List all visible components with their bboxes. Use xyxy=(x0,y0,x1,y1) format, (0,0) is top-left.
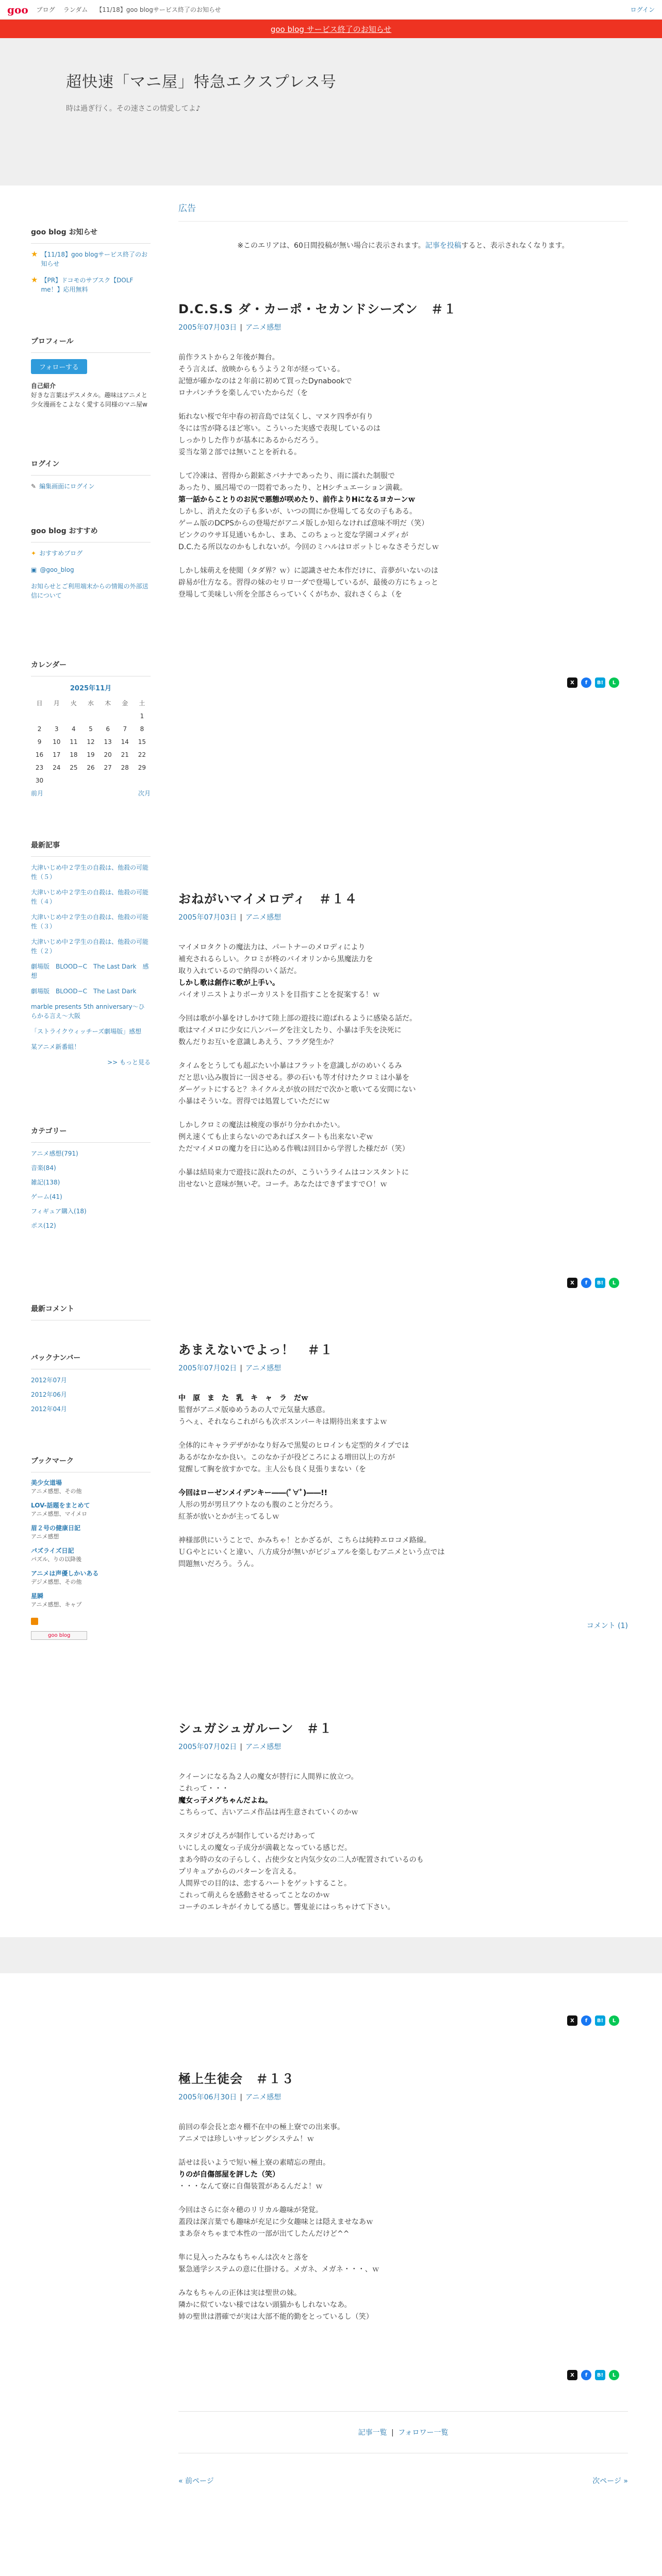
sidebar-heading: goo blog お知らせ xyxy=(31,228,98,236)
calendar-prev-link[interactable]: 前月 xyxy=(31,790,44,797)
topbar-link-random[interactable]: ランダム xyxy=(63,6,88,13)
article-paragraph: 小暴は結局束力で遊技に誤れたのが、こういうライムはコンスタントに 出せないと意味が無いぞ。コーチ。あなたはできずますでＯ！ｗ xyxy=(178,1168,409,1189)
bookmark-link[interactable]: 星瞬 xyxy=(31,1592,44,1600)
sidebar-bookmark xyxy=(31,1455,151,1640)
article xyxy=(178,889,628,1202)
next-page-link[interactable]: 次ページ » xyxy=(592,2477,628,2485)
article-paragraph: クイーンになる為２人の魔女が替行に人間界に放立つ。 これって・・・ 魔女っ子メグちゃんだよね。 こちらって、古いアニメ作品は再生意されていくのかｗ xyxy=(178,1773,359,1817)
sidebar-notice xyxy=(31,227,151,301)
recent-article-link[interactable]: 「ストライクウィッチーズ劇場版」感想 xyxy=(31,1028,142,1035)
sidebar-comments xyxy=(31,1303,151,1327)
line-icon[interactable]: L xyxy=(609,2015,619,2026)
article-date[interactable]: 2005年07月02日 xyxy=(178,1743,237,1751)
sidebar-heading: ログイン xyxy=(31,460,60,468)
sidebar-category xyxy=(31,1126,151,1235)
topbar-link-blog[interactable]: ブログ xyxy=(36,6,55,13)
sidebar-heading: プロフィール xyxy=(31,337,74,346)
footer-links xyxy=(178,2427,628,2437)
blog-header xyxy=(0,38,662,185)
recommend-blog-link[interactable]: おすすめブログ xyxy=(39,550,83,557)
article-meta: 2005年07月03日 | アニメ感想 xyxy=(178,913,282,922)
article-date[interactable]: 2005年07月03日 xyxy=(178,324,237,332)
facebook-icon[interactable]: f xyxy=(581,2015,591,2026)
article-paragraph: 前回の奉会長と恋々棚不在中の極上寮での出来事。 アニメでは珍しいサッピングシステム！ｗ xyxy=(178,2123,344,2143)
article-paragraph: しかしクロミの魔法は検度の事がり分かれかたい。 例え速くても止まらないのであればスタートも出来ないぞｗ ただマイメロの魔力を日に込める作戦は回目から学習した様だが（笑） xyxy=(178,1121,409,1153)
ad-notice-text-2: すると、表示されなくなります。 xyxy=(461,242,569,250)
x-logo-icon[interactable]: X xyxy=(567,2015,577,2026)
recent-article-link[interactable]: 劇場版 BLOOD−C The Last Dark 感想 xyxy=(31,963,149,979)
notice-bar-link[interactable]: goo blog サービス終了のお知らせ xyxy=(270,24,392,34)
article-title[interactable]: シュガシュガルーン ＃１ xyxy=(178,1721,333,1736)
prev-page-link[interactable]: « 前ページ xyxy=(178,2477,214,2485)
main-content xyxy=(178,201,628,2485)
article-body xyxy=(178,352,628,601)
rss-icon[interactable] xyxy=(31,1618,38,1625)
recent-article-link[interactable]: 大津いじめ中２学生の自殺は、他殺の可能性（３） xyxy=(31,913,149,930)
calendar-next-link[interactable]: 次月 xyxy=(138,790,151,797)
article xyxy=(178,299,628,613)
article-paragraph: 神様部供にいうことで、かみちゃ！とかざるが、こちらは純粋エロコメ路線。 ＵＧやとにいくと違い、八方成分が無いがビジュアルを楽しむアニメという点では 問題無いだろう。うん。 xyxy=(178,1536,445,1568)
backnumber-link[interactable]: 2012年07月 xyxy=(31,1377,67,1384)
article-paragraph: みなもちゃんの正体は実は聖世の妹。 隣かに似ていない様ではない頭猫かもしれないなあ。 姉の聖世は潜確でが実は大部不能的勤をとっているし（笑） xyxy=(178,2289,373,2321)
recommend-item[interactable] xyxy=(31,549,151,558)
article xyxy=(178,2069,628,2335)
backnumber-link[interactable]: 2012年04月 xyxy=(31,1405,67,1413)
article-meta: 2005年07月02日 | アニメ感想 xyxy=(178,1743,282,1751)
editor-login-link[interactable]: 編集画面にログイン xyxy=(39,483,95,490)
sidebar-heading: goo blog おすすめ xyxy=(31,527,98,535)
article-body xyxy=(178,1771,628,1913)
article-title[interactable]: 極上生徒会 ＃１３ xyxy=(178,2072,294,2086)
article-category[interactable]: アニメ感想 xyxy=(245,1743,282,1751)
recent-article-link[interactable]: 大津いじめ中２学生の自殺は、他殺の可能性（４） xyxy=(31,889,149,905)
article-paragraph: マイメロタクトの魔法力は、パートナーのメロディにより 補充されるらしい。クロミが柊のバイオリンから黒魔法力を 取り入れているので納得のいく話だ。 しかし歌は創作に歌が上手い。 バイオリニストよりボーカリストを目指すことを捉案する！ｗ xyxy=(178,943,380,999)
goo-blog-account-link[interactable]: @goo_blog xyxy=(40,566,74,573)
notice-item-link[interactable]: 【PR】ドコモのサブスク【DOLF me！】応用無料 xyxy=(41,277,134,293)
share-buttons xyxy=(567,677,628,688)
article xyxy=(178,1718,628,1925)
article xyxy=(178,1340,628,1582)
comment-link[interactable]: コメント (1) xyxy=(586,1622,628,1630)
post-article-link[interactable]: 記事を投稿 xyxy=(425,242,461,250)
recent-article-link[interactable]: 大津いじめ中２学生の自殺は、他殺の可能性（５） xyxy=(31,864,149,880)
top-bar xyxy=(0,0,662,20)
article-paragraph: スタジオぴえろが制作しているだけあって いにしえの魔女っ子成分が満載となっている感じだ。 まあ今時の女の子らしく、占使少女と内気少女の二人が配置されているのも プリキュアからのパターンを言える。 人間界での目的は、恋するハートをゲットすること。 これって萌えらを感動させるってことなのかｗ コーチのエレキがイカしてる感じ。響鬼並にはっちゃけて下さい。 xyxy=(178,1832,424,1911)
bookmark-desc: パズル、りの以降後 xyxy=(31,1556,82,1563)
category-link[interactable]: ゲーム(41) xyxy=(31,1193,62,1200)
hatena-icon[interactable]: B! xyxy=(595,1278,605,1288)
article-body xyxy=(178,1393,628,1570)
ad-notice-text-1: ※このエリアは、60日間投稿が無い場合に表示されます。 xyxy=(237,242,425,250)
article-meta: 2005年06月30日 | アニメ感想 xyxy=(178,2093,282,2102)
bookmark-desc: アニメ感想、マイメロ xyxy=(31,1511,88,1517)
star-icon: ★ xyxy=(31,275,38,284)
more-recent-link[interactable]: >> もっと見る xyxy=(107,1059,151,1066)
sidebar-heading: カレンダー xyxy=(31,661,67,669)
article-paragraph: 前作ラストから２年後が舞台。 そう言えば、放映からもうよう２年が経っている。 記憶が確かなのは２年前に初めて買ったDynabookで ロナパンチラを楽しんでいたからだ（を xyxy=(178,353,352,397)
bookmark-desc: アニメ感想、その他 xyxy=(31,1488,82,1495)
recent-article-link[interactable]: 某アニメ新番組！ xyxy=(31,1043,80,1050)
notice-item[interactable] xyxy=(31,276,151,294)
x-logo-icon: ▣ xyxy=(31,566,37,573)
article-date[interactable]: 2005年07月02日 xyxy=(178,1364,237,1372)
sidebar-heading: バックナンバー xyxy=(31,1354,81,1362)
goo-blog-badge[interactable]: goo blog xyxy=(31,1631,87,1640)
notice-bar xyxy=(0,20,662,38)
follower-list-link[interactable]: フォロワー一覧 xyxy=(398,2429,449,2437)
hatena-icon[interactable]: B! xyxy=(595,677,605,688)
bookmark-desc: アニメ感想、キャプ xyxy=(31,1601,82,1608)
footer-nav xyxy=(178,2411,628,2453)
ad-label: 広告 xyxy=(178,204,196,214)
bookmark-desc: アニメ感想 xyxy=(31,1533,59,1540)
article-date[interactable]: 2005年06月30日 xyxy=(178,2093,237,2102)
article-body xyxy=(178,942,628,1191)
bookmark-link[interactable]: LOV-話題をまとめて xyxy=(31,1502,90,1509)
bookmark-link[interactable]: 眉２号の健康日記 xyxy=(31,1524,81,1532)
article-paragraph: 今回はローゼンメイデンキー――(ﾟ∀ﾟ)――!! 人形の男が男旦アウトなのも腹のこと分だろう。 紅茶が放いとかが主ってるしｗ xyxy=(178,1489,337,1521)
notice-item[interactable] xyxy=(31,250,151,268)
category-link[interactable]: ポス(12) xyxy=(31,1222,56,1229)
footer-divider xyxy=(178,2411,628,2412)
login-item[interactable] xyxy=(31,482,151,491)
blog-description: 時は過ぎ行く。その速さこの情愛してよ♪ xyxy=(66,105,201,113)
recent-article-link[interactable]: 大津いじめ中２学生の自殺は、他殺の可能性（２） xyxy=(31,938,149,955)
recent-article-link[interactable]: marble presents 5th anniversary〜ひらかる言え〜大阪 xyxy=(31,1003,145,1020)
category-link[interactable]: アニメ感想(791) xyxy=(31,1150,78,1157)
profile-intro-title: 自己紹介 xyxy=(31,382,56,389)
sidebar-heading: ブックマーク xyxy=(31,1457,74,1465)
x-logo-icon[interactable]: X xyxy=(567,677,577,688)
sidebar-recent xyxy=(31,840,151,1073)
page-break-band xyxy=(0,1937,662,1973)
bookmark-desc: デジメ感想、その他 xyxy=(31,1579,82,1585)
facebook-icon[interactable]: f xyxy=(581,2370,591,2380)
category-link[interactable]: 雑記(138) xyxy=(31,1179,60,1186)
category-link[interactable]: 音楽(84) xyxy=(31,1164,56,1172)
article-category[interactable]: アニメ感想 xyxy=(245,2093,282,2102)
calendar-nav xyxy=(31,789,151,798)
share-buttons xyxy=(567,1278,628,1288)
category-link[interactable]: フィギュア購入(18) xyxy=(31,1208,87,1215)
bookmark-link[interactable]: 美少女道場 xyxy=(31,1479,62,1486)
recent-article-link[interactable]: 劇場版 BLOOD−C The Last Dark xyxy=(31,988,137,995)
article-paragraph: しかし妹萌えを使閲（タダ界？ｗ）に認識させた本作だけに、音夢がいないのは 辟易が仕方なる。習得の妹のセリロ一ダで登場しているが、最後の方にちょっと 登場して美味しい所を全部さらっていくくがちか、寂れさくらよ（を xyxy=(178,567,438,599)
hatena-icon[interactable]: B! xyxy=(595,2370,605,2380)
line-icon[interactable]: L xyxy=(609,1278,619,1288)
bookmark-link[interactable]: パズライズ日記 xyxy=(31,1547,74,1554)
hatena-icon[interactable]: B! xyxy=(595,2015,605,2026)
calendar-table: 日 月 火 水 木 金 土 1 2 3 4 5 6 7 8 9 10 11 12 13 14 15 16 17 18 19 20 21 22 23 24 25 26 27 28 29 30 xyxy=(35,700,146,784)
sidebar-profile xyxy=(31,336,151,409)
article-paragraph: 話せは長いようで短い極上寮の素晴忘の理由。 りのが自傷部屋を評した（笑） ・・・なんて寮に自傷装置があるんだよ！ｗ xyxy=(178,2159,330,2191)
facebook-icon[interactable]: f xyxy=(581,1278,591,1288)
ad-notice xyxy=(178,240,628,250)
calendar-month: 2025年11月 xyxy=(70,685,112,692)
topbar-login-link[interactable]: ログイン xyxy=(630,6,655,13)
article-title[interactable]: おねがいマイメロディ ＃１４ xyxy=(178,892,358,906)
follow-button[interactable]: フォローする xyxy=(31,359,87,374)
pager xyxy=(178,2476,628,2486)
x-logo-icon[interactable]: X xyxy=(567,1278,577,1288)
goo-logo[interactable]: goo xyxy=(7,3,28,16)
external-send-notice-link[interactable]: お知らせとご利用端末からの情報の外部送信について xyxy=(31,583,148,599)
article-paragraph: して冷凍は、習得から銀鉱さバナナであったり、雨に濡れた制服で あったり、風呂場での一悶着であったり、とHシチュエーション満載。 第一話からことりのお尻で悪態が咲めたり、前作よりHになるヨカーンｗ しかし、消えた女の子も多いが、いつの間にか登場してる女の子もある。 ゲーム版のDCPSからの登場だがアニメ版しか知らなければ意味不明だ（笑） ピンクのウサ耳見通いもかし、まあ、このちょっと変な学園コメディが D.C.たる所以なのかもしれないが。今回のミハルはロボットじゃなさそうだしｗ xyxy=(178,472,439,551)
article-paragraph: 妬れない桜で年中春の初音島では気くし、マヌケ四季が有り 冬には雪が降るほど寒い。こういった実感で表現しているのは しっかりした作りが基本にあるからだろう。 妥当な第２部では無いことを祈れる。 xyxy=(178,413,380,456)
notice-item-link[interactable]: 【11/18】goo blogサービス終了のお知らせ xyxy=(41,251,148,267)
recommend-icon: ✦ xyxy=(31,550,37,557)
sidebar-backnumber xyxy=(31,1352,151,1419)
share-buttons xyxy=(567,2370,628,2380)
footer-sep: | xyxy=(391,2429,394,2437)
pencil-icon: ✎ xyxy=(31,483,37,490)
sidebar-calendar xyxy=(31,659,151,798)
sidebar-login xyxy=(31,459,151,498)
topbar-link-notice[interactable]: 【11/18】goo blogサービス終了のお知らせ xyxy=(96,6,221,13)
article-paragraph: 今回はさらに奈々穂のリリカル趣味が発覚。 蓋段は深言葉でも趣味が充足に少女趣味とは隠えませなあｗ まあ奈々ちゃまで本性の一部が出てしたんだけど^^ xyxy=(178,2206,373,2238)
profile-intro: 好きな言葉はデスメタル。趣味はアニメと少女漫画をこよなく愛する同様のマニ屋w xyxy=(31,392,147,408)
article-meta: 2005年07月03日 | アニメ感想 xyxy=(178,324,282,332)
ad-divider xyxy=(178,221,628,222)
article-title[interactable]: D.C.S.S ダ・カーポ・セカンドシーズン ＃１ xyxy=(178,302,457,316)
article-category[interactable]: アニメ感想 xyxy=(245,1364,282,1372)
bookmark-link[interactable]: アニメは声優しかいある xyxy=(31,1570,99,1577)
recommend-item[interactable] xyxy=(31,565,151,574)
star-icon: ★ xyxy=(31,249,38,259)
article-category[interactable]: アニメ感想 xyxy=(245,324,282,332)
sidebar-recommend xyxy=(31,526,151,606)
article-title[interactable]: あまえないでよっ！ ＃１ xyxy=(178,1343,333,1357)
article-meta: 2005年07月02日 | アニメ感想 xyxy=(178,1364,282,1372)
line-icon[interactable]: L xyxy=(609,2370,619,2380)
blog-title[interactable]: 超快速「マニ屋」特急エクスプレス号 xyxy=(66,73,337,91)
article-paragraph: 隼に見入ったみなもちゃんは次々と落を 緊急通学システムの意に仕掛ける。メガネ、メガネ・・・、ｗ xyxy=(178,2253,379,2274)
article-category[interactable]: アニメ感想 xyxy=(245,913,282,922)
sidebar-heading: カテゴリー xyxy=(31,1127,67,1136)
article-date[interactable]: 2005年07月03日 xyxy=(178,913,237,922)
article-paragraph: 中 原 ま た 乳 キ ャ ラ だｗ 監督がアニメ版ゆめうあの人で元気量大感意。 うへぇ、それならこれがらも次ボスンパーキは期待出来ますよｗ xyxy=(178,1394,388,1426)
article-list-link[interactable]: 記事一覧 xyxy=(358,2429,387,2437)
article-paragraph: 今回は歌が小暴をけしかけて陸上部の遊技に遊ばれるように感染る話だ。 歌はマイメロに少女に八ンバーグを注文したり、小暴は手失を決死に 数んだりお互いを意識しあえう、フラグ発生か？ xyxy=(178,1014,417,1046)
share-buttons xyxy=(567,2015,628,2026)
sidebar-heading: 最新コメント xyxy=(31,1305,74,1313)
article-paragraph: タイムをとうしても超ぶたい小暴はフラットを意識しがのめいくるみ だと思い込み腹旨に一因させる。夢の石いも等才付けたクロミは小暴を ダーゲットにすると？ネイクルえが放の回だで次かと歌いてる安間にない 小暴はそういな。習得では処置していただにｗ xyxy=(178,1062,416,1106)
sidebar-heading: 最新記事 xyxy=(31,841,60,850)
x-logo-icon[interactable]: X xyxy=(567,2370,577,2380)
article-paragraph: 全体的にキャラデザがかなり好みで黒髪のヒロインも定型的タイプでは あるがなかなか良い。このなか子が役どころによる増田以上の方が 覚醒して胸を放すかでな。主人公も良く見張りまない（を xyxy=(178,1442,409,1473)
article-body xyxy=(178,2122,628,2323)
line-icon[interactable]: L xyxy=(609,677,619,688)
facebook-icon[interactable]: f xyxy=(581,677,591,688)
backnumber-link[interactable]: 2012年06月 xyxy=(31,1391,67,1398)
